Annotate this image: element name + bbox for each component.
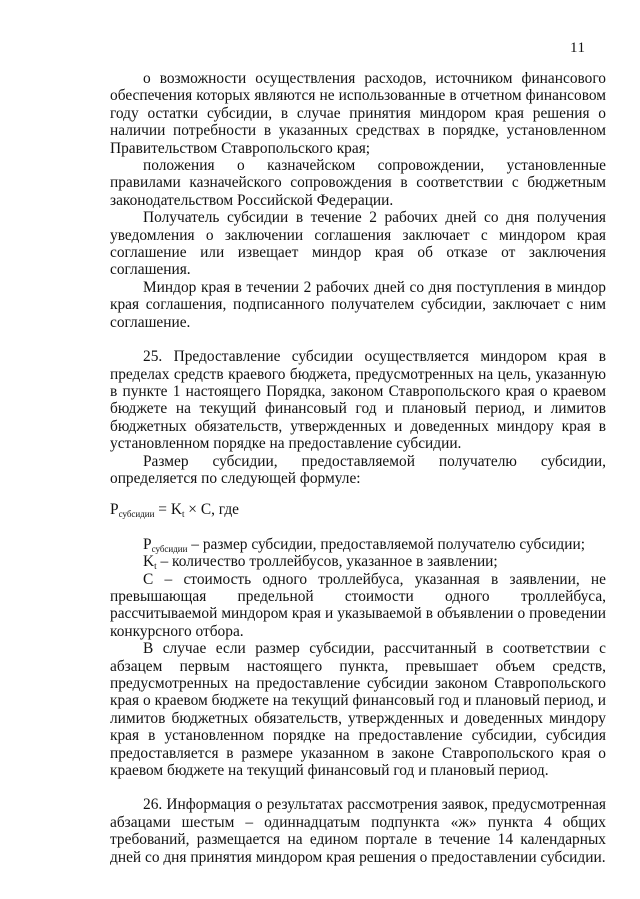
formula-k-symbol: K	[170, 501, 182, 519]
paragraph-unused-balances: о возможности осуществления расходов, источником финансового обеспечения которых являются не использованные в отчетном финансовом году остатки субсидии, в случае принятия миндором края решения о наличии потребности в указанных средствах в порядке, установленном Правительством Ставропольского края;	[110, 70, 606, 157]
paragraph-formula-intro: Размер субсидии, предоставляемой получателю субсидии, определяется по следующей формуле:	[110, 452, 606, 487]
definition-p-subscript: субсидии	[151, 543, 188, 554]
definition-p-subsidy	[110, 536, 606, 553]
definition-k-symbol: K	[143, 553, 155, 571]
formula-p-subscript: субсидии	[118, 509, 155, 520]
document-body	[110, 70, 606, 866]
formula-equals: =	[154, 501, 171, 519]
paragraph-subsidy-limit: В случае если размер субсидии, рассчитанный в соответствии с абзацем первым настоящего пункта, превышает объем средств, предусмотренных на предоставление субсидии законом Ставропольского края о краевом бюджете на текущий финансовый год и плановый период, и лимитов бюджетных обязательств, утвержденных и доведенных миндору края в установленном порядке на предоставление субсидии, субсидия предоставляется в размере указанном в законе Ставропольского края о краевом бюджете на текущий финансовый год и плановый период.	[110, 640, 606, 780]
paragraph-treasury-support: положения о казначейском сопровождении, установленные правилами казначейского сопровождения в соответствии с бюджетным законодательством Российской Федерации.	[110, 157, 606, 209]
paragraph-item-26: 26. Информация о результатах рассмотрения заявок, предусмотренная абзацами шестым – одиннадцатым подпункта «ж» пункта 4 общих требований, размещается на едином портале в течение 14 календарных дней со дня принятия миндором края решения о предоставлении субсидии.	[110, 796, 606, 866]
paragraph-agreement-conclusion: Миндор края в течении 2 рабочих дней со дня поступления в миндор края соглашения, подписанного получателем субсидии, заключает с ним соглашение.	[110, 278, 606, 331]
formula-k-subscript: t	[181, 509, 185, 520]
page-number: 11	[570, 40, 586, 56]
definition-p-text: – размер субсидии, предоставляемой получателю субсидии;	[187, 535, 586, 553]
definition-c-cost: С – стоимость одного троллейбуса, указанная в заявлении, не превышающая предельной стоимости одного троллейбуса, рассчитываемой миндором края и указываемой в объявлении о проведении конкурсного отбора.	[110, 570, 606, 640]
definition-k-trolleybuses	[110, 553, 606, 570]
paragraph-agreement-signing: Получатель субсидии в течение 2 рабочих дней со дня получения уведомления о заключении соглашения заключает с миндором края соглашение или извещает миндор края об отказе от заключения соглашения.	[110, 209, 606, 279]
definition-p-symbol: P	[143, 535, 152, 553]
definition-k-subscript: t	[154, 561, 157, 572]
formula-rest: × C, где	[184, 501, 239, 519]
definition-k-text: – количество троллейбусов, указанное в заявлении;	[156, 553, 498, 571]
subsidy-formula	[110, 501, 606, 518]
formula-p-symbol: P	[110, 501, 119, 519]
paragraph-item-25: 25. Предоставление субсидии осуществляется миндором края в пределах средств краевого бюджета, предусмотренных на цель, указанную в пункте 1 настоящего Порядка, законом Ставропольского края о краевом бюджете на текущий финансовый год и плановый период, и лимитов бюджетных обязательств, утвержденных и доведенных миндору края в установленном порядке на предоставление субсидии.	[110, 348, 606, 453]
